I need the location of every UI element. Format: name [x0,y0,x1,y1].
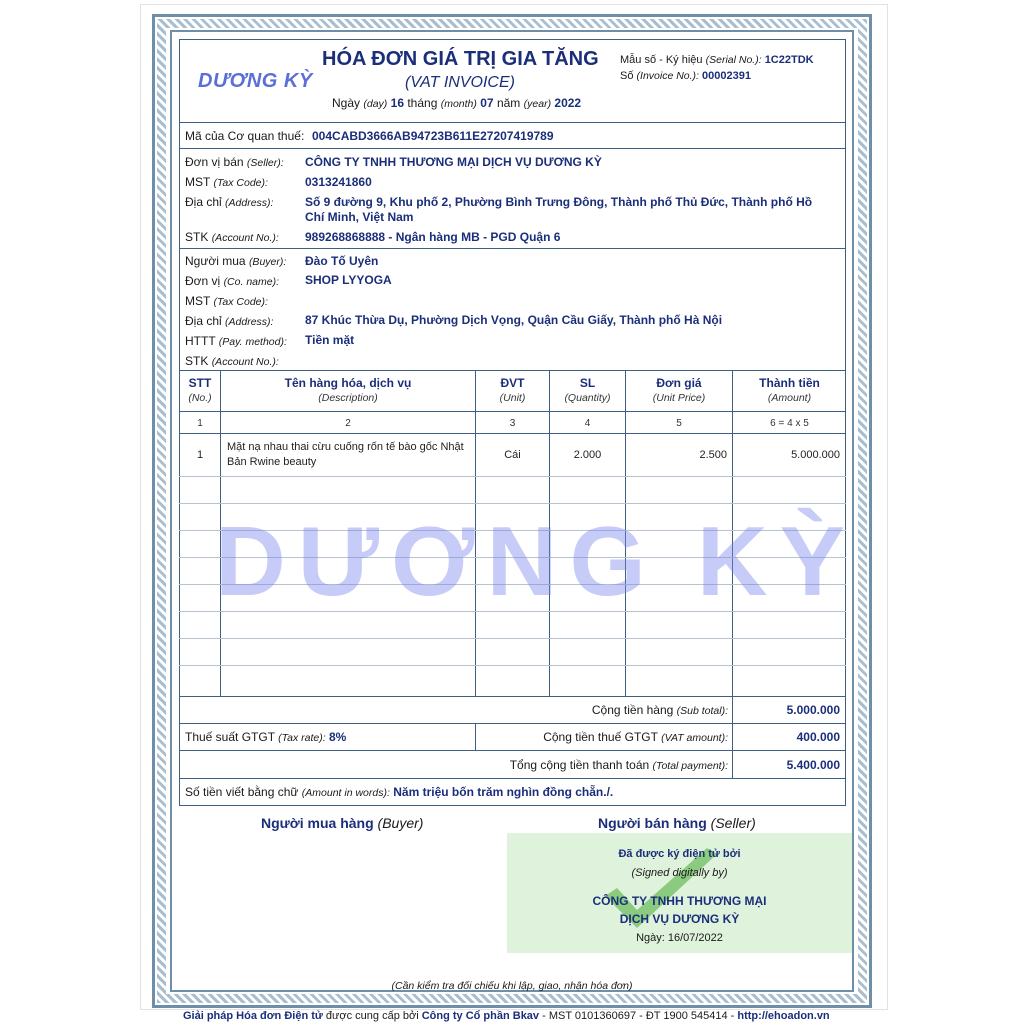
buyer-account-label: STK (Account No.): [185,354,279,368]
signed-date: Ngày: 16/07/2022 [636,932,723,944]
divider [179,411,846,412]
seller-tax-code: 0313241860 [305,175,372,189]
header-description: Tên hàng hóa, dịch vụ (Description) [284,376,412,404]
divider [179,248,846,249]
subtotal-label: Cộng tiền hàng (Sub total): [591,703,728,717]
item-no: 1 [196,449,204,461]
signed-by-en: (Signed digitally by) [631,867,728,879]
item-amount: 5.000.000 [791,449,840,461]
divider [179,723,846,724]
divider [179,696,846,697]
vat-amount-label: Cộng tiền thuế GTGT (VAT amount): [543,730,728,744]
buyer-tax-label: MST (Tax Code): [185,294,268,308]
provider-link[interactable]: http://ehoadon.vn [737,1010,830,1022]
seller-label: Đơn vị bán (Seller): [185,155,284,169]
total-label: Tổng cộng tiền thanh toán (Total payment): [509,758,728,772]
watermark: DƯƠNG KỲ [215,506,858,616]
buyer-company-label: Đơn vị (Co. name): [185,274,279,288]
provider-footer: Giải pháp Hóa đơn Điện tử được cung cấp bởi Công ty Cổ phần Bkav - MST 0101360697 - ĐT 1900 545414 - http://ehoadon.vn [183,1010,830,1022]
header-unit: ĐVT (Unit) [499,376,526,404]
col-number: 6 = 4 x 5 [770,418,809,429]
invoice-title: HÓA ĐƠN GIÁ TRỊ GIA TĂNG [322,48,599,70]
invoice-subtitle: (VAT INVOICE) [405,74,515,91]
buyer-label: Người mua (Buyer): [185,254,287,268]
divider [179,370,846,371]
seller-tax-label: MST (Tax Code): [185,175,268,189]
seller-signature-label: Người bán hàng (Seller) [598,815,756,831]
buyer-signature-label: Người mua hàng (Buyer) [261,815,424,831]
buyer-company: SHOP LYYOGA [305,273,392,287]
table-row-line [179,665,846,666]
buyer-address-label: Địa chỉ (Address): [185,314,274,328]
item-price: 2.500 [699,449,727,461]
signer-line1: CÔNG TY TNHH THƯƠNG MẠI [592,894,767,908]
table-row-line [179,476,846,477]
col-number: 4 [584,418,591,429]
seller-account-label: STK (Account No.): [185,230,279,244]
seller-address-line2: Chí Minh, Việt Nam [305,210,414,224]
signer-line2: DỊCH VỤ DƯƠNG KỲ [619,912,740,926]
verification-note: (Cần kiểm tra đối chiếu khi lập, giao, nhận hóa đơn) [391,980,633,992]
subtotal-value: 5.000.000 [786,703,840,717]
seller-address-label: Địa chỉ (Address): [185,195,274,209]
amount-words: Số tiền viết bằng chữ (Amount in words): Năm triệu bốn trăm nghìn đồng chẵn./. [185,785,614,799]
company-logo: DƯƠNG KỲ [198,70,313,92]
divider [179,148,846,149]
total-value: 5.400.000 [786,758,840,772]
tax-authority-label: Mã của Cơ quan thuế: [185,129,305,143]
divider [179,750,846,751]
seller-address-line1: Số 9 đường 9, Khu phố 2, Phường Bình Trưng Đông, Thành phố Thủ Đức, Thành phố Hồ [305,195,813,209]
col-divider [475,723,476,750]
item-quantity: 2.000 [573,449,602,461]
divider [179,433,846,434]
tax-authority-code: 004CABD3666AB94723B611E27207419789 [312,129,554,143]
buyer-payment-label: HTTT (Pay. method): [185,334,287,348]
header-quantity: SL (Quantity) [564,376,611,404]
invoice-date: Ngày (day) 16 tháng (month) 07 năm (year) 2022 [332,96,582,110]
item-desc-line1: Mặt nạ nhau thai cừu cuống rốn tế bào gốc Nhật [227,441,464,453]
buyer-name: Đào Tố Uyên [305,254,379,268]
header-amount: Thành tiền (Amount) [759,376,820,404]
serial-block: Mẫu số - Ký hiệu (Serial No.): 1C22TDK Số (Invoice No.): 00002391 [620,54,814,82]
vat-amount-value: 400.000 [796,730,840,744]
item-unit: Cái [504,449,521,461]
table-row-line [179,638,846,639]
header-unit-price: Đơn giá (Unit Price) [652,376,706,404]
signed-by-label: Đã được ký điện tử bởi [618,848,741,860]
col-number: 2 [345,418,351,429]
tax-rate-label: Thuế suất GTGT (Tax rate): 8% [185,730,347,744]
header-stt: STT (No.) [188,376,212,404]
seller-account: 989268868888 - Ngân hàng MB - PGD Quận 6 [305,230,561,244]
col-number: 1 [197,418,203,429]
table-row-line [179,503,846,504]
col-number: 5 [676,418,682,429]
buyer-payment: Tiền mặt [305,333,355,347]
col-number: 3 [509,418,516,429]
divider [179,778,846,779]
buyer-address: 87 Khúc Thừa Dụ, Phường Dịch Vọng, Quận Cầu Giấy, Thành phố Hà Nội [305,313,723,327]
divider [179,122,846,123]
seller-name: CÔNG TY TNHH THƯƠNG MẠI DỊCH VỤ DƯƠNG KỲ [305,155,602,169]
item-desc-line2: Bản Rwine beauty [227,456,317,468]
